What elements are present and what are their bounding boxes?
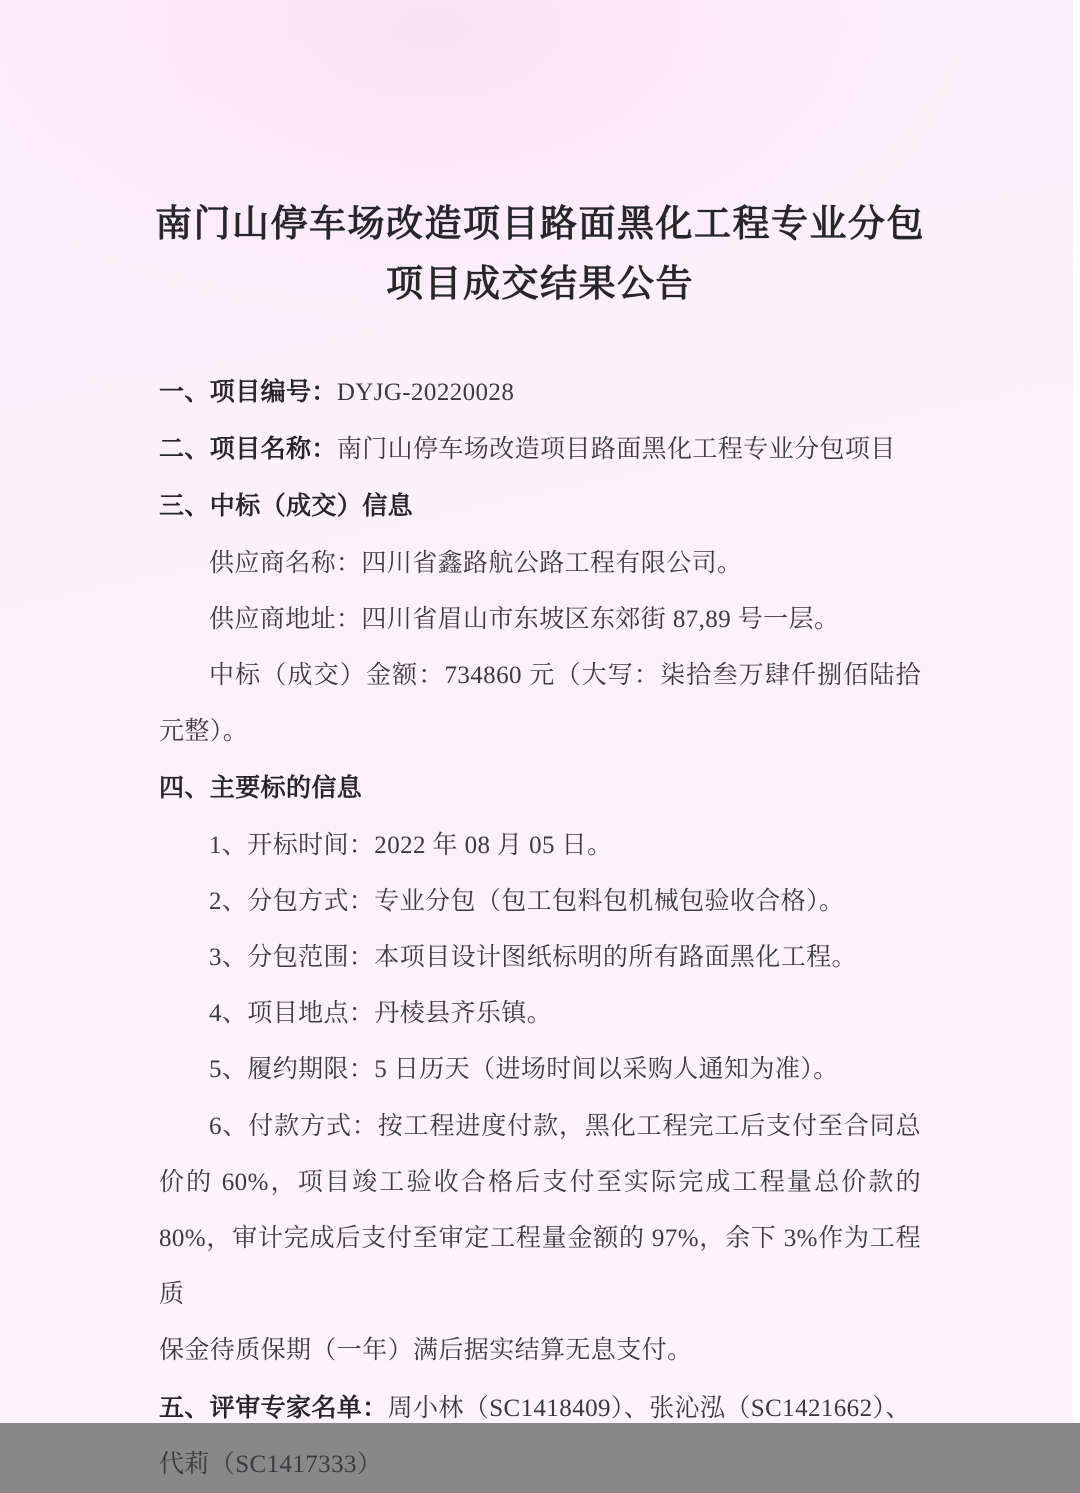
field-supplier-address: 供应商地址：四川省眉山市东坡区东郊街 87,89 号一层。 bbox=[209, 605, 840, 633]
field-expert-list bbox=[159, 1380, 921, 1437]
project-number-label: 一、项目编号： bbox=[159, 378, 337, 406]
payment-terms-line-2: 价的 60%，项目竣工验收合格后支付至实际完成工程量总价款的 bbox=[159, 1168, 921, 1196]
project-number-value: DYJG-20220028 bbox=[336, 379, 515, 406]
list-item-subcontract-mode: 2、分包方式：专业分包（包工包料包机械包验收合格）。 bbox=[209, 887, 845, 915]
expert-list-value: 周小林（SC1418409）、张沁泓（SC1421662）、 bbox=[387, 1394, 911, 1422]
expert-list-label: 五、评审专家名单： bbox=[159, 1393, 388, 1422]
expert-list-line-2: 代莉（SC1417333） bbox=[159, 1450, 383, 1478]
field-supplier-name: 供应商名称：四川省鑫路航公路工程有限公司。 bbox=[209, 549, 743, 577]
payment-terms-line-1: 6、付款方式：按工程进度付款，黑化工程完工后支付至合同总 bbox=[209, 1112, 921, 1140]
payment-terms-line-3: 80%，审计完成后支付至审定工程量金额的 97%，余下 3%作为工程质 bbox=[159, 1225, 921, 1309]
section-heading-subject-info: 四、主要标的信息 bbox=[159, 774, 363, 803]
field-project-number bbox=[159, 364, 921, 421]
document-title bbox=[0, 194, 1080, 314]
field-project-name bbox=[159, 421, 921, 478]
list-item-project-location: 4、项目地点：丹棱县齐乐镇。 bbox=[209, 1000, 553, 1028]
field-award-amount-line-2: 元整）。 bbox=[159, 718, 249, 746]
project-name-label: 二、项目名称： bbox=[159, 435, 337, 464]
project-name-value: 南门山停车场改造项目路面黑化工程专业分包项目 bbox=[336, 436, 896, 464]
list-item-bid-open-time: 1、开标时间：2022 年 08 月 05 日。 bbox=[209, 831, 613, 859]
list-item-subcontract-scope: 3、分包范围：本项目设计图纸标明的所有路面黑化工程。 bbox=[209, 944, 857, 972]
field-award-amount-line-1: 中标（成交）金额：734860 元（大写：柒拾叁万肆仟捌佰陆拾 bbox=[209, 662, 921, 690]
list-item-performance-period: 5、履约期限：5 日历天（进场时间以采购人通知为准）。 bbox=[209, 1056, 839, 1084]
payment-terms-line-4: 保金待质保期（一年）满后据实结算无息支付。 bbox=[159, 1337, 693, 1365]
title-line-1: 南门山停车场改造项目路面黑化工程专业分包 bbox=[155, 203, 925, 244]
title-line-2: 项目成交结果公告 bbox=[386, 263, 694, 304]
section-heading-award-info: 三、中标（成交）信息 bbox=[159, 492, 414, 521]
document-body bbox=[159, 364, 921, 1493]
